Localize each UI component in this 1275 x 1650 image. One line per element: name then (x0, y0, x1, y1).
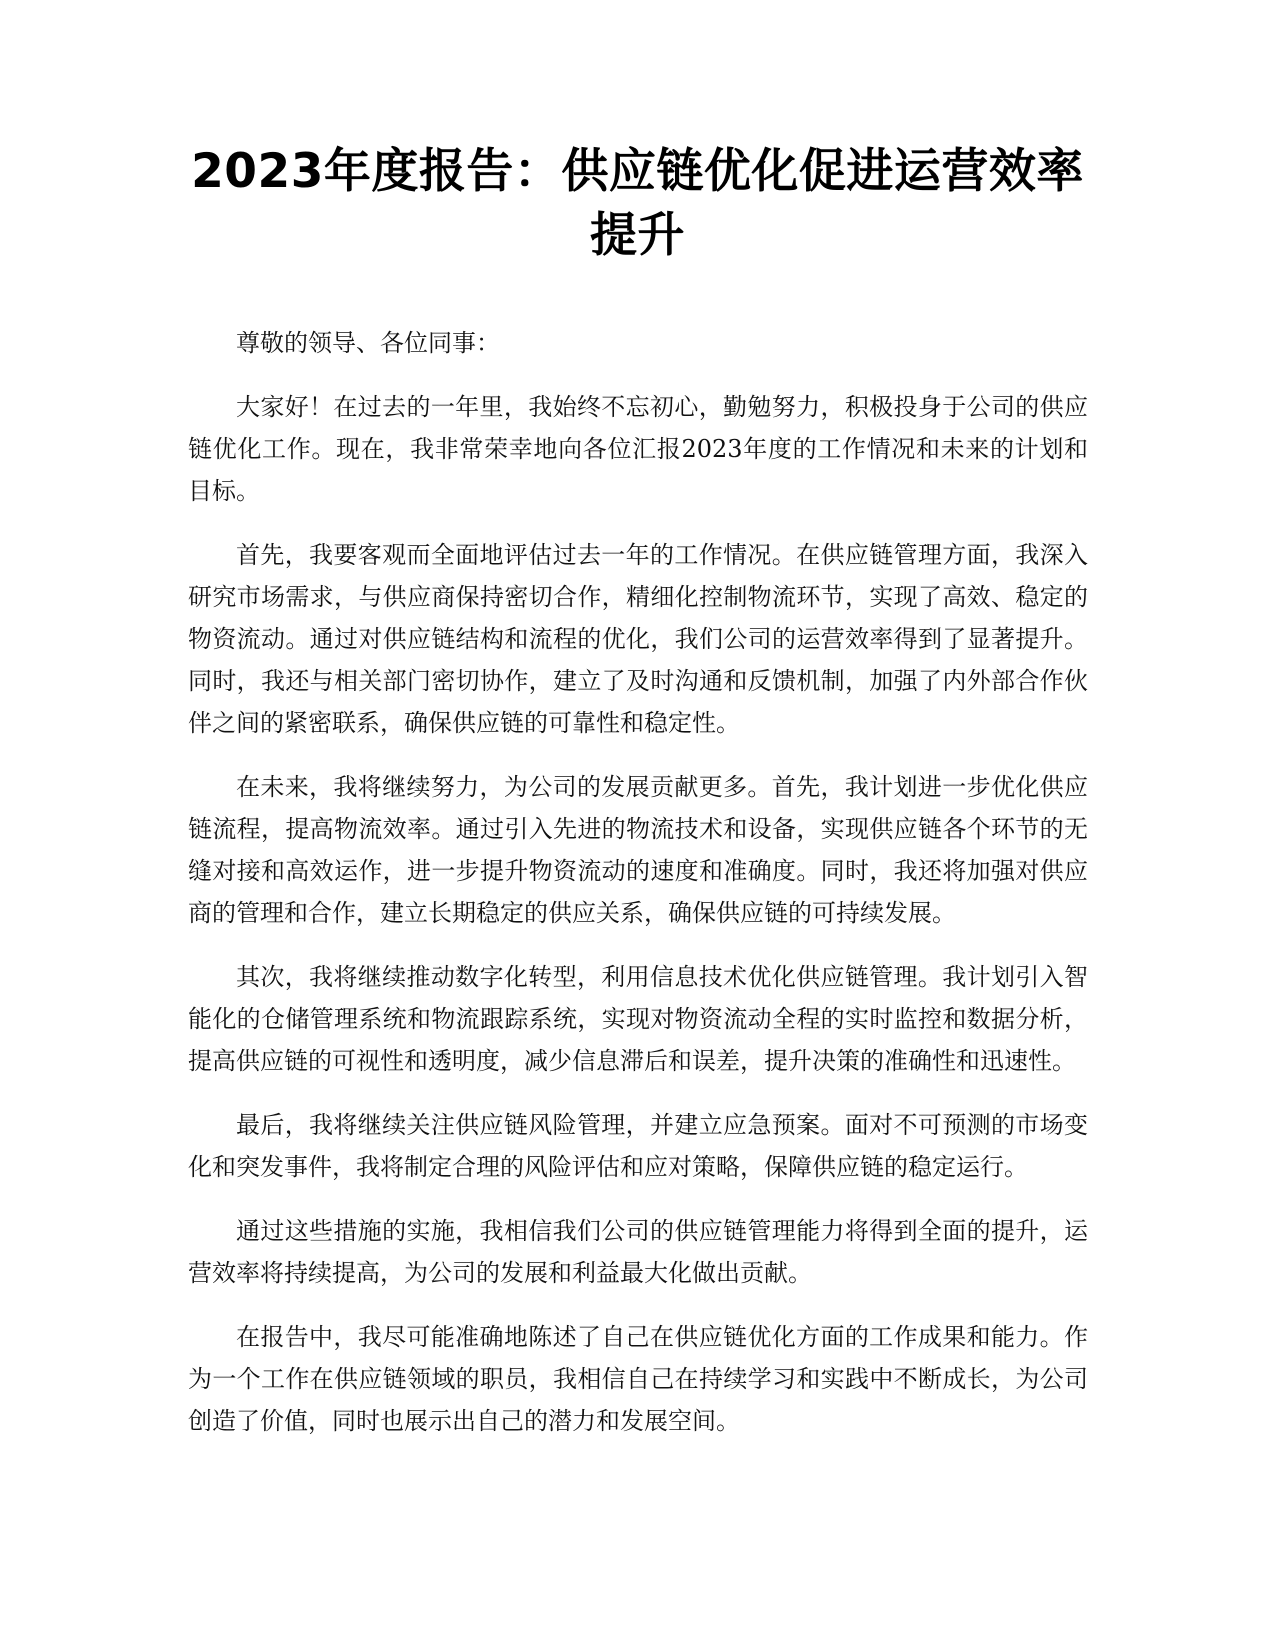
review-paragraph: 首先，我要客观而全面地评估过去一年的工作情况。在供应链管理方面，我深入研究市场需求，与供应商保持密切合作，精细化控制物流环节，实现了高效、稳定的物资流动。通过对供应链结构和流程的优化，我们公司的运营效率得到了显著提升。同时，我还与相关部门密切协作，建立了及时沟通和反馈机制，加强了内外部合作伙伴之间的紧密联系，确保供应链的可靠性和稳定性。 (188, 541, 1088, 737)
document-body (188, 322, 1088, 1464)
closing-paragraph: 在报告中，我尽可能准确地陈述了自己在供应链优化方面的工作成果和能力。作为一个工作在供应链领域的职员，我相信自己在持续学习和实践中不断成长，为公司创造了价值，同时也展示出自己的潜力和发展空间。 (188, 1323, 1088, 1435)
future-plan-paragraph: 在未来，我将继续努力，为公司的发展贡献更多。首先，我计划进一步优化供应链流程，提高物流效率。通过引入先进的物流技术和设备，实现供应链各个环节的无缝对接和高效运作，进一步提升物资流动的速度和准确度。同时，我还将加强对供应商的管理和合作，建立长期稳定的供应关系，确保供应链的可持续发展。 (188, 773, 1088, 927)
salutation-paragraph: 尊敬的领导、各位同事： (236, 329, 500, 357)
digital-transformation-paragraph: 其次，我将继续推动数字化转型，利用信息技术优化供应链管理。我计划引入智能化的仓储管理系统和物流跟踪系统，实现对物资流动全程的实时监控和数据分析，提高供应链的可视性和透明度，减少信息滞后和误差，提升决策的准确性和迅速性。 (188, 963, 1088, 1075)
outcome-paragraph: 通过这些措施的实施，我相信我们公司的供应链管理能力将得到全面的提升，运营效率将持续提高，为公司的发展和利益最大化做出贡献。 (188, 1217, 1088, 1287)
risk-management-paragraph: 最后，我将继续关注供应链风险管理，并建立应急预案。面对不可预测的市场变化和突发事件，我将制定合理的风险评估和应对策略，保障供应链的稳定运行。 (188, 1111, 1088, 1181)
document-title: 2023年度报告：供应链优化促进运营效率提升 (191, 144, 1084, 263)
intro-paragraph: 大家好！在过去的一年里，我始终不忘初心，勤勉努力，积极投身于公司的供应链优化工作。现在，我非常荣幸地向各位汇报2023年度的工作情况和未来的计划和目标。 (188, 393, 1088, 505)
